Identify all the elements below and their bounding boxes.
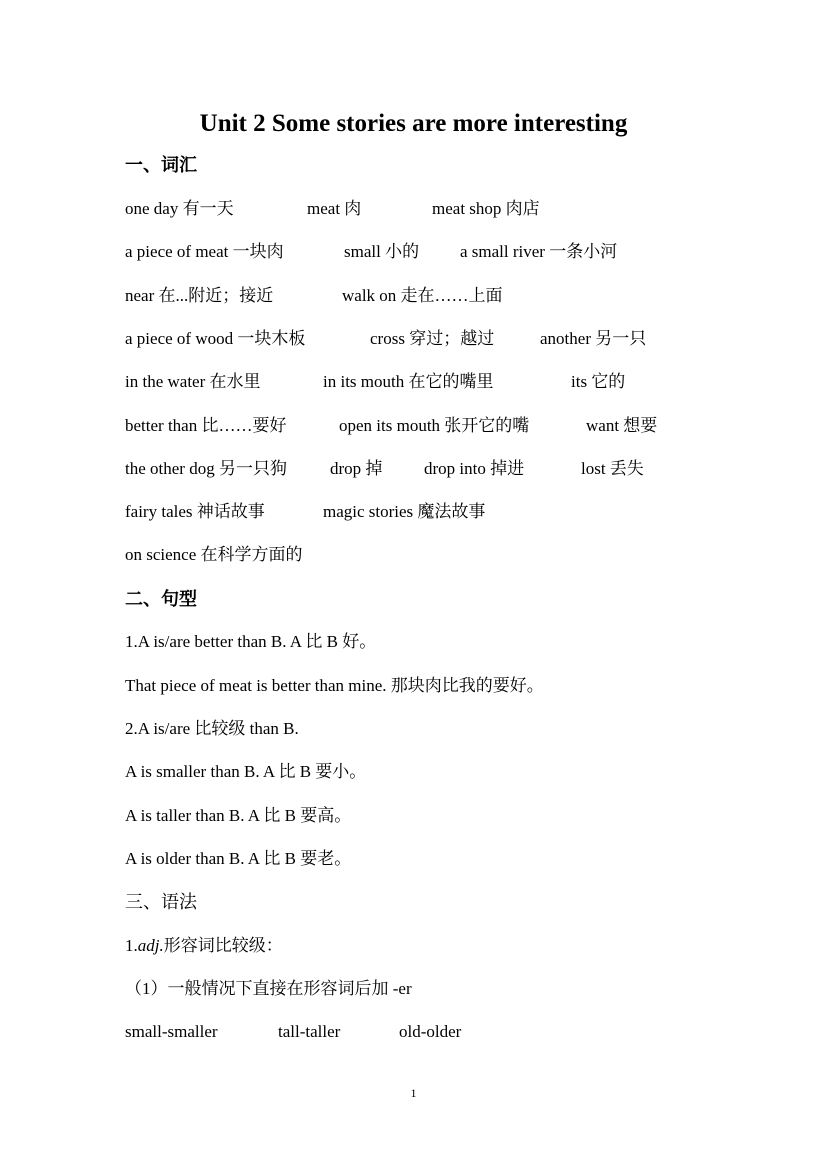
vocab-item: the other dog 另一只狗 — [125, 459, 287, 478]
example-item: small-smaller — [125, 1022, 218, 1041]
vocab-item: meat 肉 — [307, 199, 362, 218]
pattern-line: 2.A is/are 比较级 than B. — [125, 719, 299, 738]
vocab-item: another 另一只 — [540, 329, 647, 348]
vocab-item: drop into 掉进 — [424, 459, 525, 478]
vocab-item: on science 在科学方面的 — [125, 545, 303, 564]
pattern-line: That piece of meat is better than mine. 那块肉比我的要好。 — [125, 676, 544, 695]
example-item: tall-taller — [278, 1022, 341, 1041]
vocab-item: one day 有一天 — [125, 199, 234, 218]
vocab-item: magic stories 魔法故事 — [323, 502, 486, 521]
pattern-line: A is taller than B. A 比 B 要高。 — [125, 806, 352, 825]
pattern-line: 1.A is/are better than B. A 比 B 好。 — [125, 632, 377, 651]
vocab-item: meat shop 肉店 — [432, 199, 540, 218]
vocab-item: its 它的 — [571, 372, 626, 391]
vocab-item: in its mouth 在它的嘴里 — [323, 372, 494, 391]
vocab-item: a small river 一条小河 — [460, 242, 618, 261]
pattern-heading: 二、句型 — [125, 589, 197, 609]
grammar-point — [125, 934, 283, 958]
example-item: old-older — [399, 1022, 462, 1041]
page-number: 1 — [410, 1086, 417, 1100]
vocab-item: better than 比……要好 — [125, 416, 287, 435]
grammar-heading: 三、语法 — [125, 892, 197, 912]
grammar-point-number: 1. — [125, 936, 138, 955]
vocab-item: fairy tales 神话故事 — [125, 502, 265, 521]
vocab-item: small 小的 — [344, 242, 420, 261]
vocab-item: drop 掉 — [330, 459, 383, 478]
document-title: Unit 2 Some stories are more interesting — [199, 110, 628, 137]
grammar-point-title: 形容词比较级： — [163, 936, 283, 955]
vocab-item: cross 穿过；越过 — [370, 329, 495, 348]
vocab-item: in the water 在水里 — [125, 372, 261, 391]
vocab-heading: 一、词汇 — [125, 155, 197, 175]
grammar-rule: （1）一般情况下直接在形容词后加 -er — [125, 979, 412, 998]
vocab-item: lost 丢失 — [581, 459, 644, 478]
vocab-item: a piece of meat 一块肉 — [125, 242, 284, 261]
pattern-line: A is smaller than B. A 比 B 要小。 — [125, 762, 367, 781]
grammar-point-abbrev: adj. — [137, 936, 164, 955]
pattern-line: A is older than B. A 比 B 要老。 — [125, 849, 352, 868]
vocab-item: want 想要 — [586, 416, 658, 435]
vocab-item: a piece of wood 一块木板 — [125, 329, 306, 348]
vocab-item: open its mouth 张开它的嘴 — [339, 416, 530, 435]
vocab-item: walk on 走在……上面 — [342, 286, 503, 305]
vocab-item: near 在...附近；接近 — [125, 286, 274, 305]
